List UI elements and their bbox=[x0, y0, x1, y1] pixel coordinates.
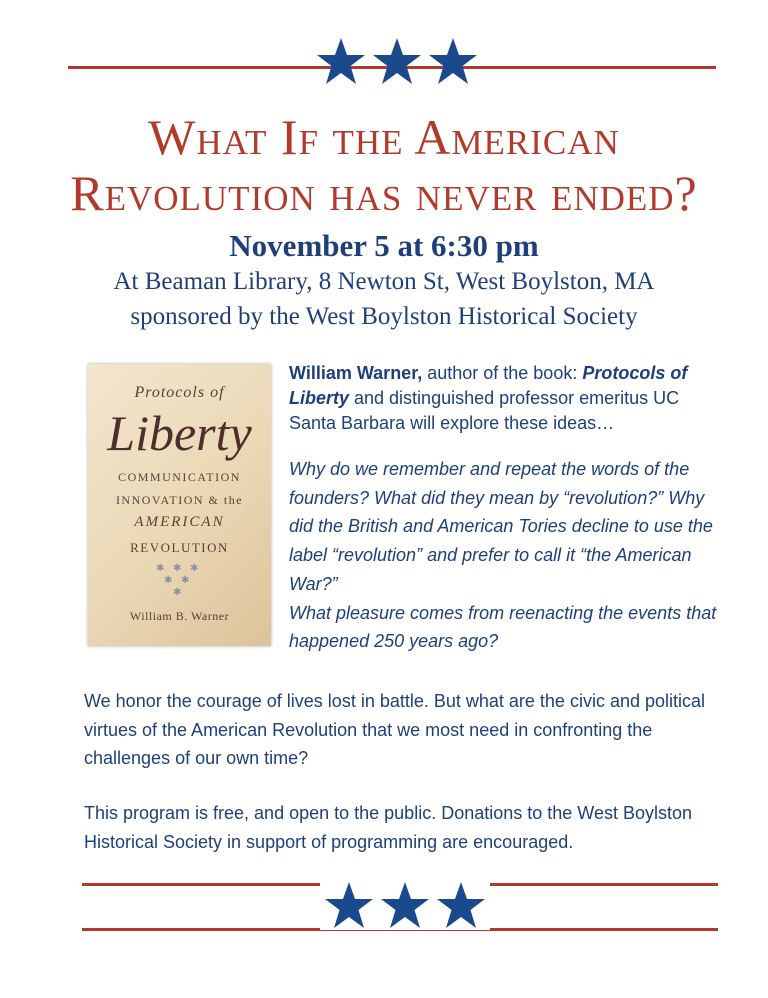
speaker-name: William Warner, bbox=[289, 363, 423, 383]
svg-text:✱: ✱ bbox=[164, 575, 173, 586]
cover-subtitle-1: COMMUNICATION bbox=[118, 470, 241, 484]
headline-line-1: What If the American bbox=[148, 109, 620, 165]
star-icon bbox=[316, 38, 366, 86]
cover-title-main: Liberty bbox=[107, 405, 252, 461]
bottom-stars bbox=[320, 882, 490, 930]
book-title: Protocols of Liberty bbox=[289, 363, 688, 408]
paragraph-admission: This program is free, and open to the public. Donations to the West Boylston Historical Society in support of programming are encouraged. bbox=[84, 803, 693, 852]
questions-text-1: Why do we remember and repeat the words of the founders? What did they mean by “revolution?” Why did the British and American Tories decline to use the label “revolution” and prefer to call it “the American War?” bbox=[289, 459, 713, 594]
headline-line-2: Revolution has never ended? bbox=[70, 165, 698, 221]
svg-text:✱: ✱ bbox=[156, 563, 165, 574]
star-icon bbox=[324, 882, 374, 930]
questions-text-2: What pleasure comes from reenacting the events that happened 250 years ago? bbox=[289, 602, 717, 652]
cover-stars-icon bbox=[154, 561, 206, 601]
star-icon bbox=[436, 882, 486, 930]
book-cover bbox=[88, 364, 271, 646]
paragraph-virtues: We honor the courage of lives lost in battle. But what are the civic and political virtues of the American Revolution that we most need in confronting the challenges of our own time? bbox=[84, 691, 706, 768]
cover-subtitle-4: REVOLUTION bbox=[130, 540, 229, 555]
cover-subtitle-2: INNOVATION & the bbox=[115, 493, 244, 507]
svg-text:✱: ✱ bbox=[181, 575, 190, 586]
event-sponsor: sponsored by the West Boylston Historical Society bbox=[130, 303, 638, 330]
cover-author: William B. Warner bbox=[129, 609, 230, 623]
svg-text:✱: ✱ bbox=[173, 563, 182, 574]
top-stars bbox=[316, 38, 478, 86]
star-icon bbox=[380, 882, 430, 930]
cover-subtitle-3: AMERICAN bbox=[134, 514, 225, 530]
questions-block bbox=[289, 455, 729, 656]
star-icon bbox=[428, 38, 478, 86]
star-icon bbox=[372, 38, 422, 86]
svg-text:✱: ✱ bbox=[173, 587, 182, 598]
svg-text:✱: ✱ bbox=[190, 563, 199, 574]
bio-text-1: author of the book: bbox=[422, 363, 583, 383]
cover-title-top: Protocols of bbox=[134, 384, 225, 401]
event-location: At Beaman Library, 8 Newton St, West Boylston, MA bbox=[113, 268, 655, 295]
speaker-bio bbox=[289, 361, 729, 436]
event-date: November 5 at 6:30 pm bbox=[229, 228, 539, 263]
bio-text-2: and distinguished professor emeritus UC Santa Barbara will explore these ideas… bbox=[289, 388, 680, 433]
